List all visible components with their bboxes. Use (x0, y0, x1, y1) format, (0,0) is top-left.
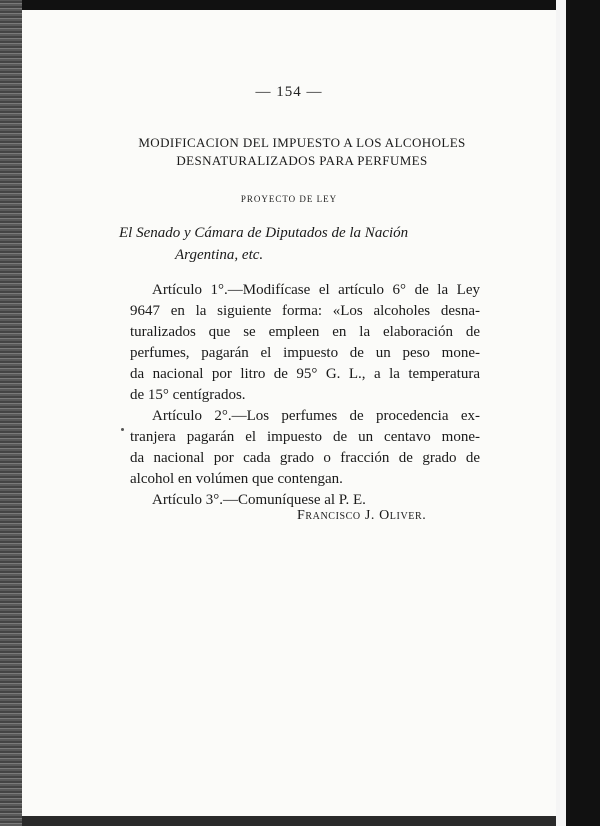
document-subtitle: PROYECTO DE LEY (240, 194, 338, 204)
title-line: MODIFICACION DEL IMPUESTO A LOS ALCOHOLES (138, 135, 466, 150)
scan-top-edge (0, 0, 600, 10)
article-2-line: da nacional por cada grado o fracción de grado de (130, 450, 480, 466)
document-page (22, 10, 556, 816)
document-title (92, 134, 512, 170)
article-1-line: perfumes, pagarán el impuesto de un peso mone- (130, 345, 480, 361)
article-1-line: turalizados que se empleen en la elaboración de (130, 324, 480, 340)
scan-right-edge (556, 0, 600, 826)
scan-left-edge (0, 0, 22, 826)
title-line: DESNATURALIZADOS PARA PERFUMES (176, 153, 428, 168)
article-3-line: Artículo 3°.—Comuníquese al P. E. (152, 492, 366, 508)
article-1-line: Artículo 1°.—Modifícase el artículo 6° de la Ley (152, 282, 480, 298)
article-1-line: de 15° centígrados. (130, 387, 246, 403)
article-2-line: Artículo 2°.—Los perfumes de procedencia ex- (152, 408, 480, 424)
scan-speck (121, 428, 124, 431)
enactment-heading (119, 222, 479, 266)
page-number: — 154 — (255, 84, 323, 100)
heading-line: Argentina, etc. (175, 247, 264, 263)
article-2-line: alcohol en volúmen que contengan. (130, 471, 343, 487)
signature: Francisco J. Oliver. (297, 508, 427, 523)
article-1-line: da nacional por litro de 95° G. L., a la temperatura (130, 366, 480, 382)
article-1-line: 9647 en la siguiente forma: «Los alcoholes desna- (130, 303, 480, 319)
heading-line: El Senado y Cámara de Diputados de la Nación (119, 225, 409, 241)
document-body (130, 280, 480, 511)
article-2-line: tranjera pagarán el impuesto de un centavo mone- (130, 429, 480, 445)
